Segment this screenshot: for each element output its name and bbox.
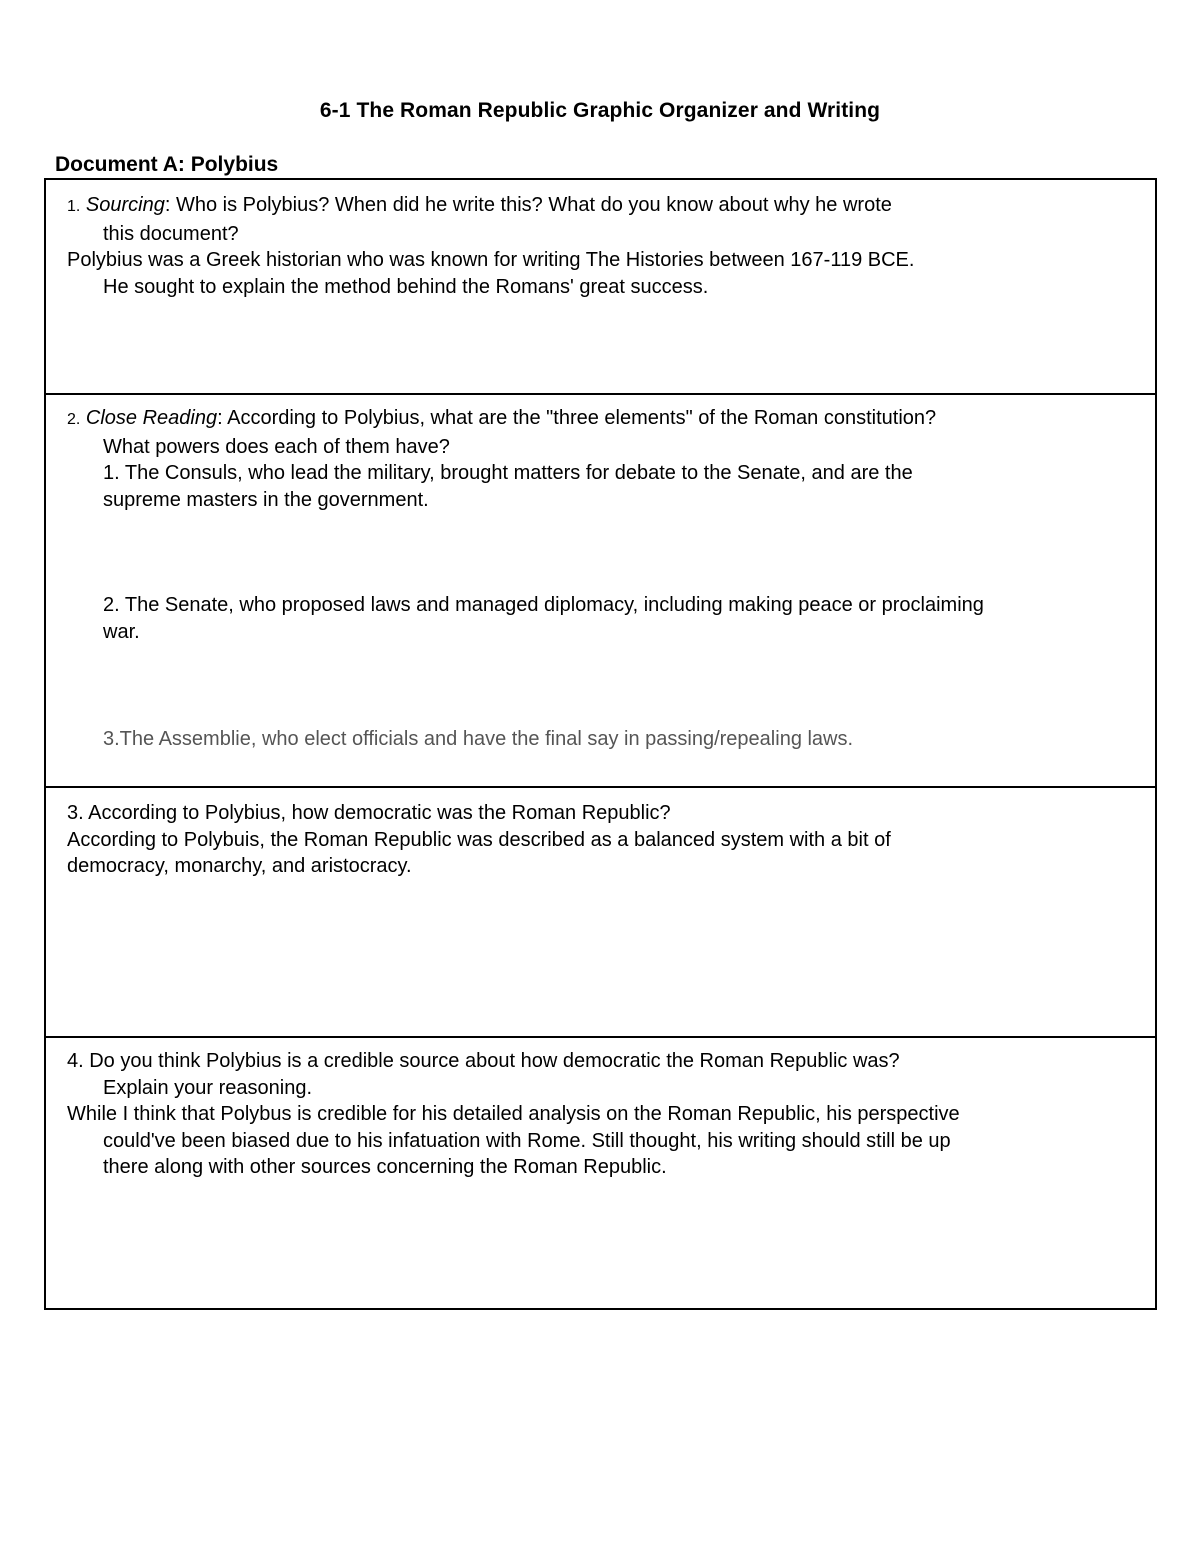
question-3-answer-line-2: democracy, monarchy, and aristocracy.	[67, 855, 412, 877]
question-2-answer-1-line-1: 1. The Consuls, who lead the military, brought matters for debate to the Senate, and are the	[103, 462, 913, 484]
question-2-number: 2.	[67, 411, 81, 428]
question-2-answer-2-line-1: 2. The Senate, who proposed laws and managed diplomacy, including making peace or proclaiming	[103, 594, 984, 616]
page-title: 6-1 The Roman Republic Graphic Organizer and Writing	[319, 99, 881, 122]
question-1-cell	[46, 180, 1155, 393]
question-4-answer-line-1: While I think that Polybus is credible for his detailed analysis on the Roman Republic, his perspective	[67, 1103, 960, 1125]
question-4-cell	[46, 1036, 1155, 1310]
question-2-answer-2-line-2: war.	[103, 620, 140, 643]
question-4-prompt-continued: Explain your reasoning.	[103, 1076, 313, 1099]
document-heading: Document A: Polybius	[55, 153, 279, 176]
question-2-label: Close Reading	[85, 407, 218, 429]
question-2-prompt-text: : According to Polybius, what are the "three elements" of the Roman constitution?	[217, 407, 937, 429]
question-1-answer-line-2: He sought to explain the method behind the Romans' great success.	[103, 275, 709, 298]
question-3-answer-line-1: According to Polybuis, the Roman Republic was described as a balanced system with a bit of	[67, 828, 891, 851]
question-3-prompt: 3. According to Polybius, how democratic was the Roman Republic?	[67, 802, 671, 824]
graphic-organizer-table	[44, 178, 1157, 1310]
question-3-cell	[46, 786, 1155, 1036]
question-2-prompt-continued: What powers does each of them have?	[103, 435, 450, 458]
question-1-number: 1.	[67, 198, 81, 215]
question-4-answer-line-2: could've been biased due to his infatuation with Rome. Still thought, his writing should still be up	[103, 1129, 951, 1152]
question-4-prompt: 4. Do you think Polybius is a credible source about how democratic the Roman Republic was?	[67, 1050, 900, 1072]
question-1-prompt-continued: this document?	[103, 222, 239, 245]
question-1-answer-line-1: Polybius was a Greek historian who was known for writing The Histories between 167-119 BCE.	[67, 249, 915, 271]
question-2-prompt	[67, 405, 1141, 434]
question-1-prompt	[67, 192, 1141, 221]
question-4-answer-line-3: there along with other sources concerning the Roman Republic.	[103, 1156, 667, 1178]
question-1-label: Sourcing	[85, 194, 165, 216]
question-1-prompt-text: : Who is Polybius? When did he write this? What do you know about why he wrote	[164, 194, 892, 216]
question-2-answer-3: 3.The Assemblie, who elect officials and have the final say in passing/repealing laws.	[103, 728, 854, 750]
question-2-answer-1-line-2: supreme masters in the government.	[103, 488, 429, 511]
question-2-cell	[46, 393, 1155, 786]
